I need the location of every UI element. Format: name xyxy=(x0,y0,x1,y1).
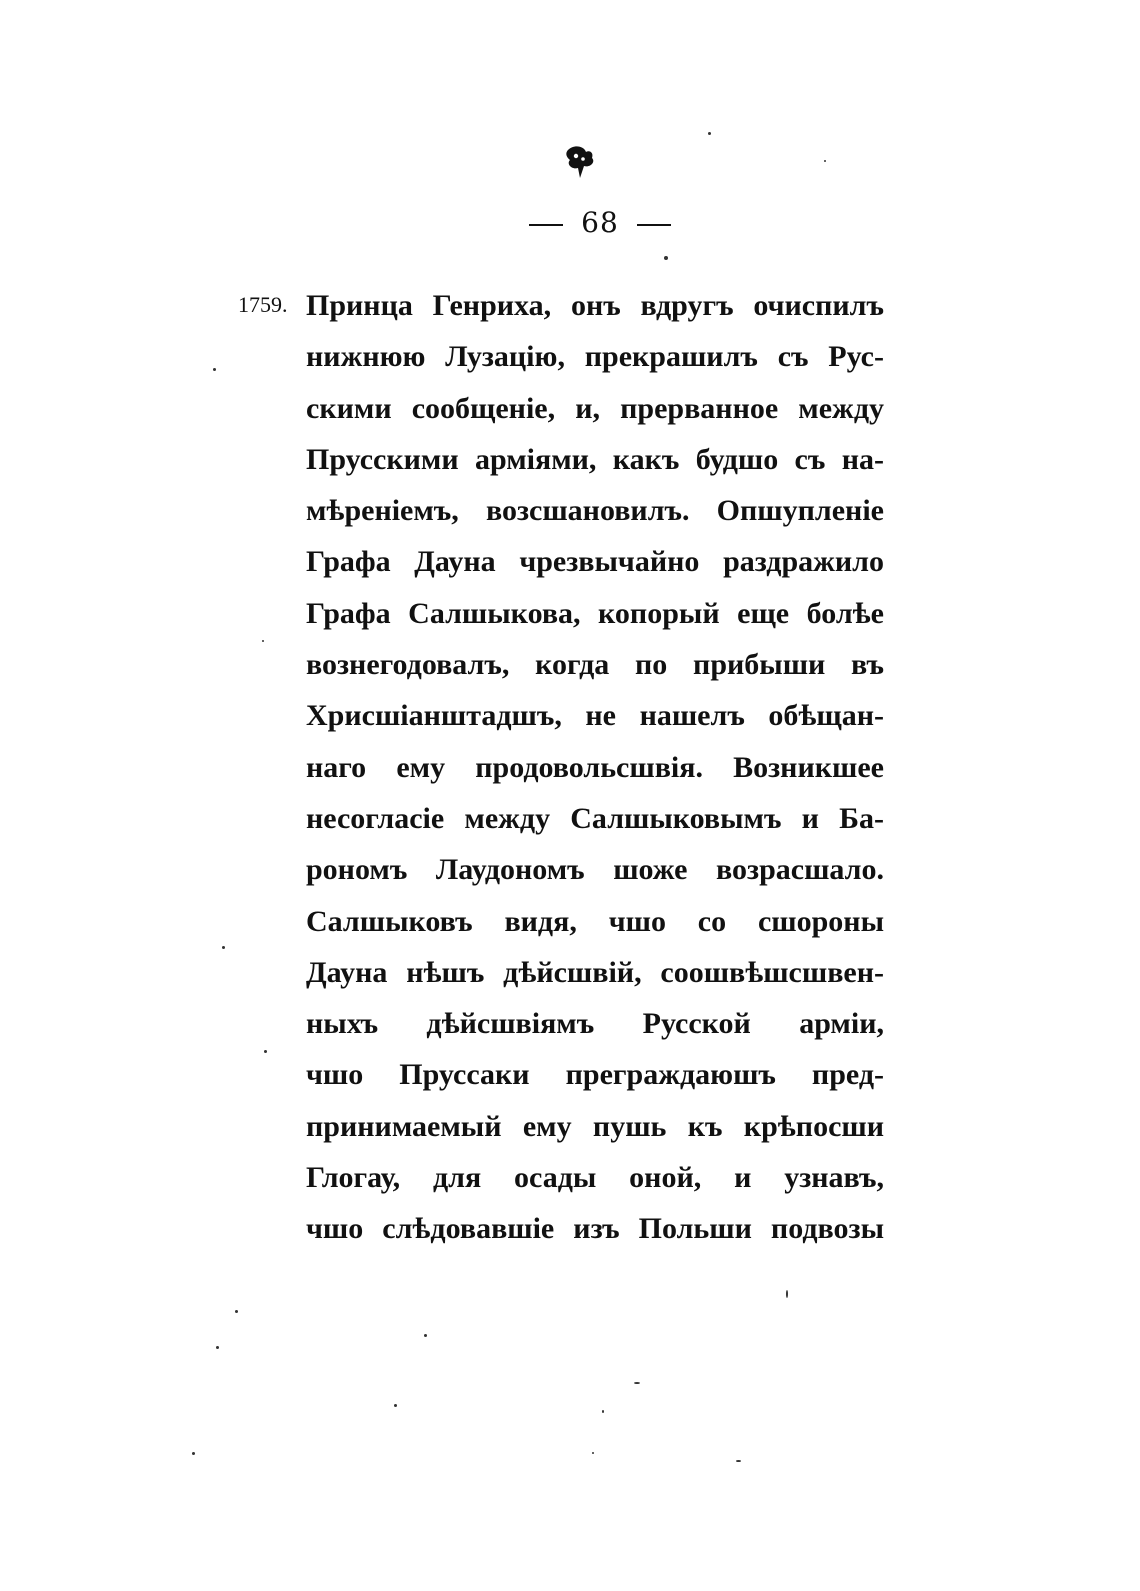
text-line: Прусскими арміями, какъ будшо съ на- xyxy=(306,442,884,476)
scan-speck xyxy=(264,1050,267,1053)
text-line: рономъ Лаудономъ шоже возрасшало. xyxy=(306,853,884,887)
text-line: ныхъ дѣйсшвіямъ Русской арміи, xyxy=(306,1007,884,1041)
text-line: Хрисшіанштадшъ, не нашелъ обѣщан- xyxy=(306,699,884,733)
text-line: принимаемый ему пушь къ крѣпосши xyxy=(306,1109,884,1143)
scan-speck xyxy=(235,1310,238,1313)
text-line: Салшыковъ видя, чшо со сшороны xyxy=(306,904,884,938)
text-line: наго ему продовольсшвія. Возникшее xyxy=(306,750,884,784)
page-number-value: 68 xyxy=(581,206,619,239)
scan-speck xyxy=(424,1334,427,1337)
text-line: чшо слѣдовавшіе изъ Польши подвозы xyxy=(306,1212,884,1246)
text-line: чшо Пруссаки преграждаюшъ пред- xyxy=(306,1058,884,1092)
text-line: нижнюю Лузацію, прекрашилъ съ Рус- xyxy=(306,340,884,374)
text-line: Графа Дауна чрезвычайно раздражило xyxy=(306,545,884,579)
scan-speck xyxy=(602,1410,604,1413)
scan-speck xyxy=(824,160,826,162)
body-text xyxy=(306,280,884,1255)
scan-speck xyxy=(262,640,264,642)
scan-speck xyxy=(192,1452,195,1455)
scan-speck xyxy=(664,256,668,260)
scan-speck xyxy=(592,1452,594,1454)
printer-ornament-icon xyxy=(562,142,598,182)
margin-year: 1759. xyxy=(238,292,288,317)
text-line: вознегодовалъ, когда по прибыши въ xyxy=(306,648,884,682)
scan-speck xyxy=(394,1404,397,1407)
text-line: Принца Генриха, онъ вдругъ очиспилъ xyxy=(306,289,884,322)
text-line: Глогау, для осады оной, и узнавъ, xyxy=(306,1161,884,1195)
folio-dash-right xyxy=(637,224,671,226)
scan-speck xyxy=(736,1460,741,1462)
text-line: мѣреніемъ, возсшановилъ. Опшупленіе xyxy=(306,494,884,528)
scan-speck xyxy=(708,132,711,135)
text-line: Графа Салшыкова, копорый еще болѣе xyxy=(306,596,884,630)
scan-speck xyxy=(216,1346,219,1349)
folio-dash-left xyxy=(529,224,563,226)
text-line: Дауна нѣшъ дѣйсшвій, соошвѣшсшвен- xyxy=(306,955,884,989)
text-line: скими сообщеніе, и, прерванное между xyxy=(306,391,884,425)
scan-speck xyxy=(222,946,225,949)
scan-speck xyxy=(213,368,216,371)
scan-speck xyxy=(786,1290,788,1298)
text-line: несогласіе между Салшыковымъ и Ба- xyxy=(306,801,884,835)
page-number xyxy=(470,206,730,239)
scan-speck xyxy=(634,1382,640,1384)
